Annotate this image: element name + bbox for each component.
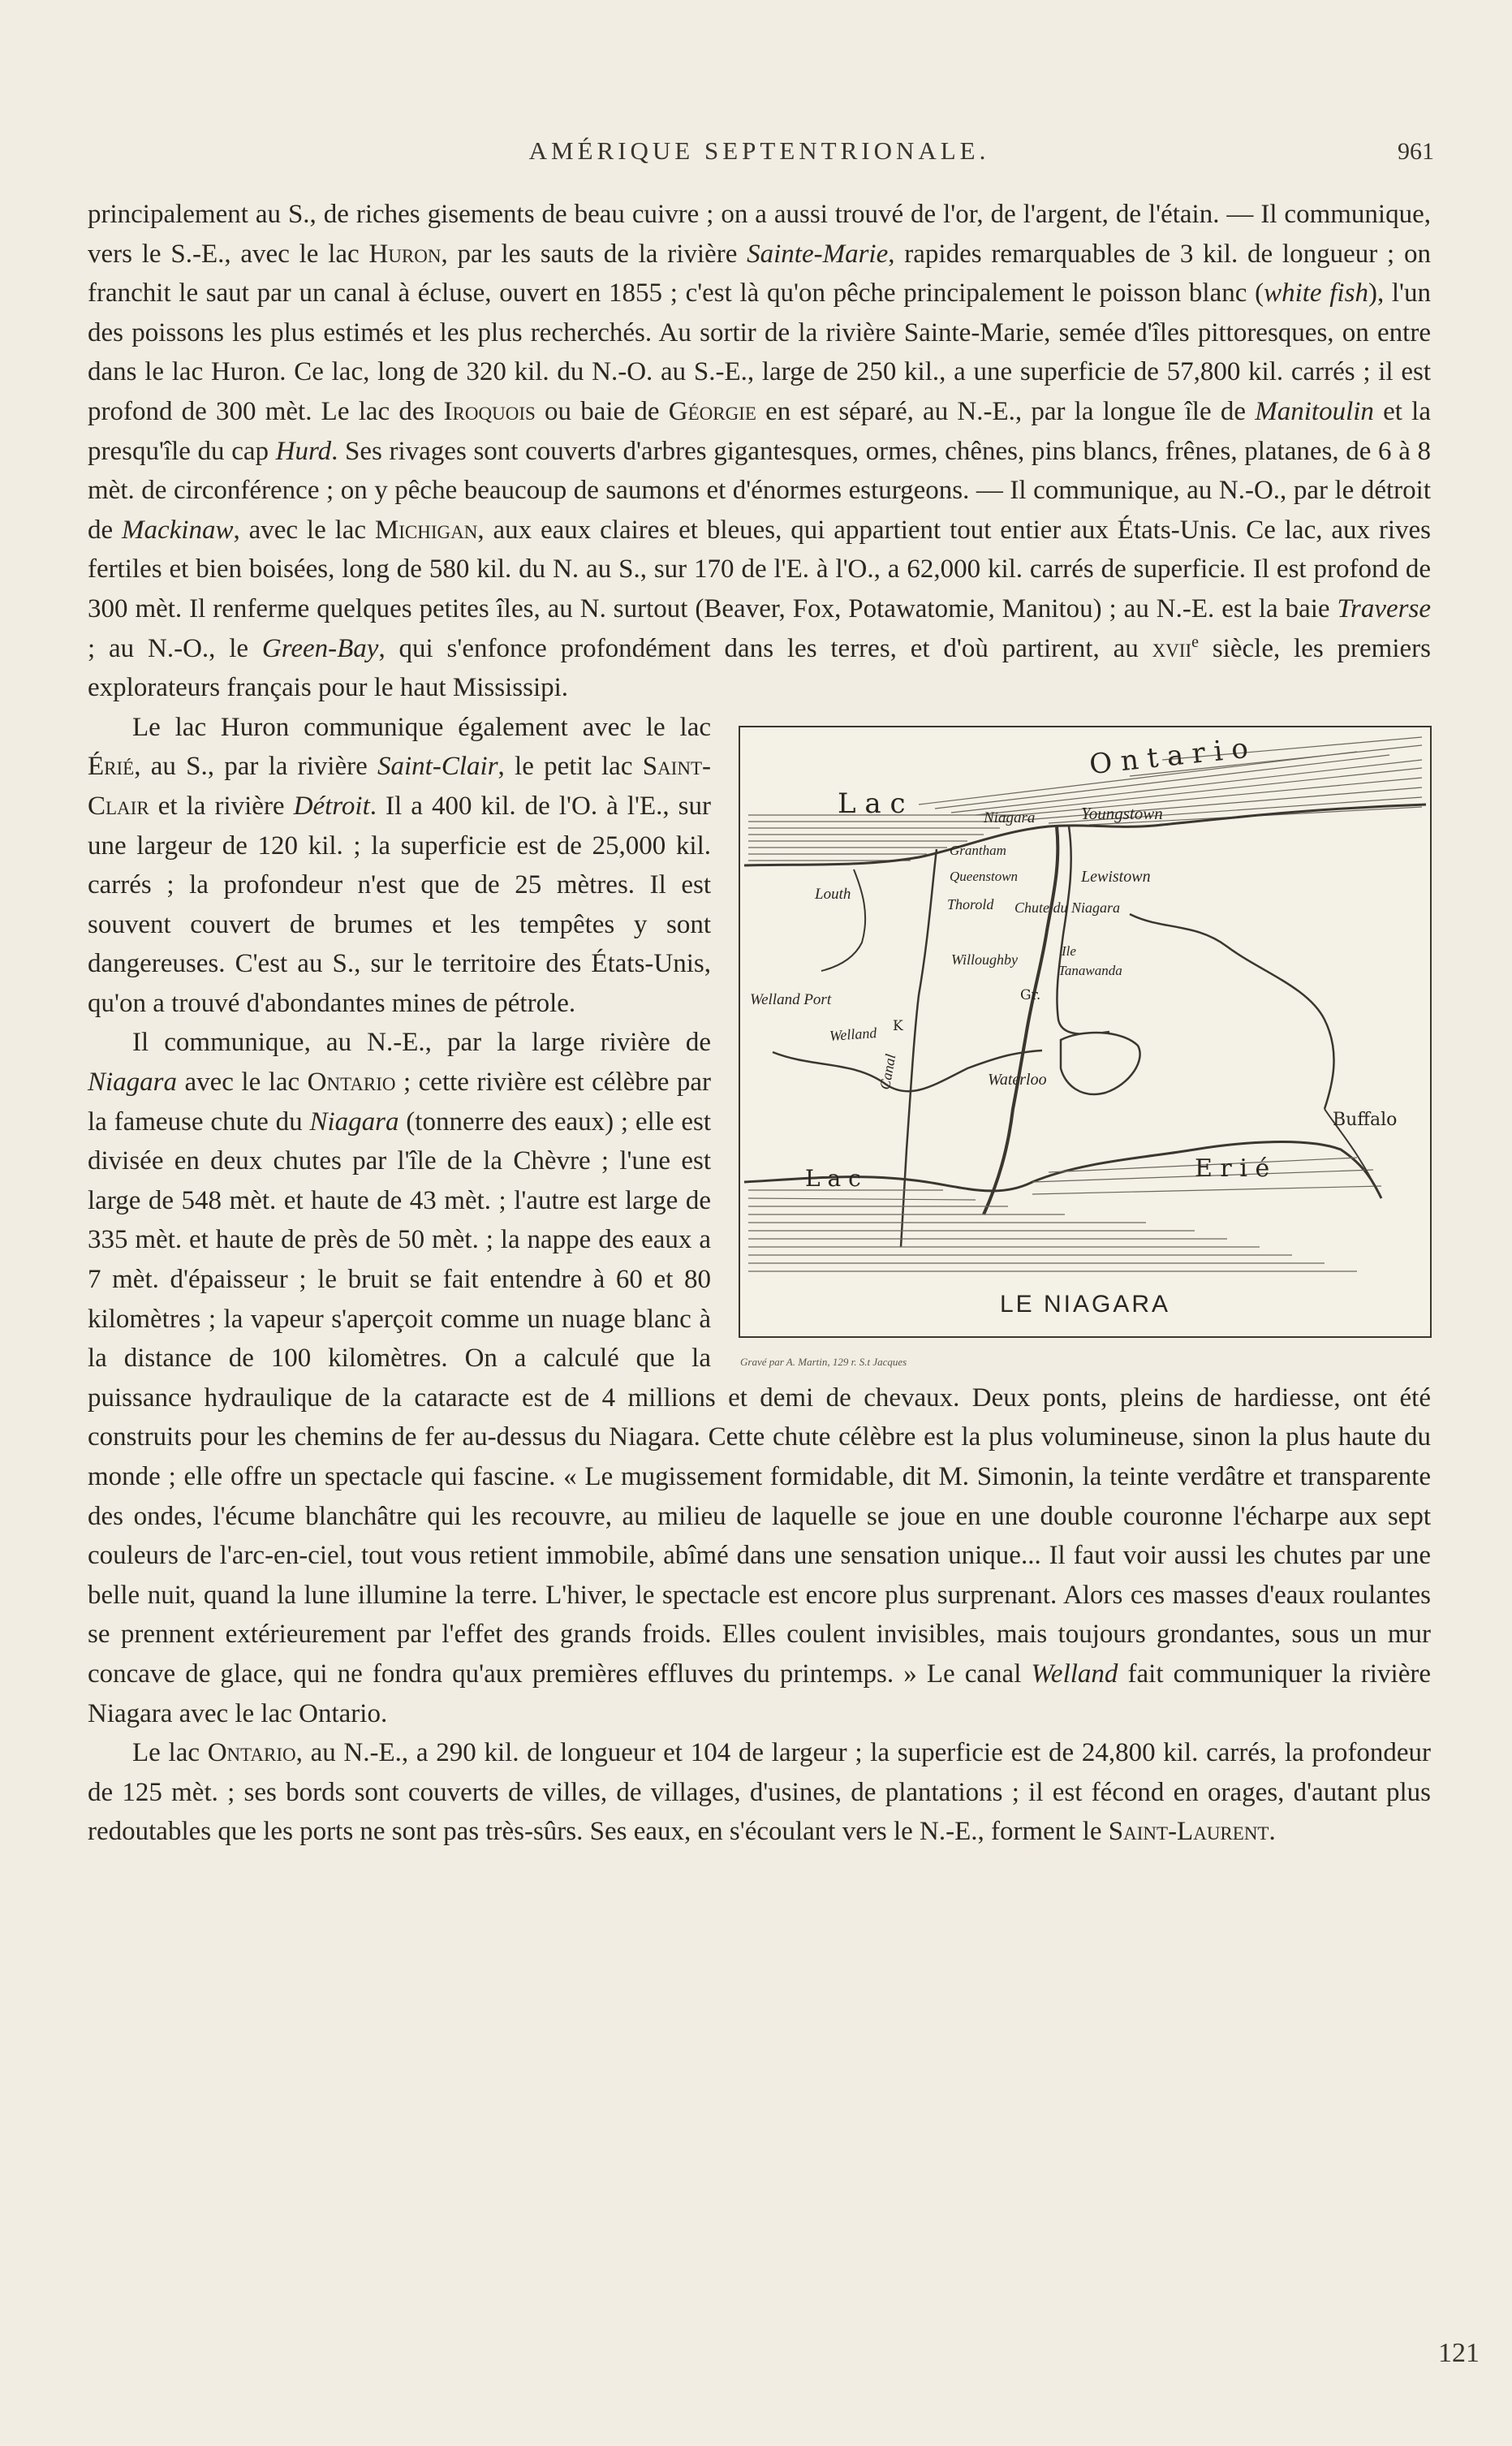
book-page	[88, 0, 1434, 2446]
label-willoughby: Willoughby	[951, 951, 1018, 968]
label-waterloo: Waterloo	[988, 1070, 1047, 1089]
label-grantham: Grantham	[950, 842, 1006, 858]
running-head: AMÉRIQUE SEPTENTRIONALE.	[528, 136, 990, 165]
paragraph-3: Il communique, au N.-E., par la large rivière de Niagara avec le lac Ontario ; cette rivière est célèbre par la fameuse chute du Niagara (tonnerre des eaux) ; elle est divisée en deux chutes par l'île de la Chèvre ; l'une est large de 548 mèt. et haute de 43 mèt. ; l'autre est large de 335 mèt. et haute de près de 50 mèt. ; la nappe des eaux a 7 mèt. d'épaisseur ; le bruit se fait entendre à 60 et 80 kilomètres ; la vapeur s'aperçoit comme un nuage blanc à la distance de 100 kilomètres. On a calculé que la puissance hydraulique de la cataracte est de 4 millions et demi de chevaux. Deux ponts, pleins de hardiesse, ont été construits pour les chemins de fer au-dessus du Niagara. Cette chute célèbre est la plus volumineuse, sinon la plus haute du monde ; elle offre un spectacle qui fascine. « Le mugissement formidable, dit M. Simonin, la teinte verdâtre et transparente des ondes, l'écume blanchâtre qui les recouvre, au milieu de laquelle se joue en une double couronne l'écharpe aux sept couleurs de l'arc-en-ciel, tout vous retient immobile, abîmé dans une sensation unique... Il faut voir aussi les chutes par une belle nuit, quand la lune illumine la terre. L'hiver, le spectacle est encore plus surprenant. Alors ces masses d'eaux roulantes se prennent extérieurement par l'effet des grands froids. Elles coulent invisibles, mais toujours grondantes, sous un mur concave de glace, qui ne fondra qu'aux premières effluves du printemps. » Le canal Welland fait communiquer la rivière Niagara avec le lac Ontario.	[88, 1028, 1432, 1728]
label-canal: Canal	[877, 1052, 899, 1091]
label-louth: Louth	[815, 885, 851, 903]
label-lewistown: Lewistown	[1081, 867, 1151, 886]
signature-mark: 121	[1438, 2338, 1480, 2368]
welland-canal	[901, 849, 937, 1247]
body-text	[88, 195, 1431, 1852]
label-gr: Gr.	[1020, 986, 1041, 1003]
paragraph-2: Le lac Huron communique également avec le lac Érié, au S., par la rivière Saint-Clair, le petit lac Saint-Clair et la rivière Détroit. Il a 400 kil. de l'O. à l'E., sur une largeur de 120 kil. ; la superficie est de 25,000 kil. carrés ; la profondeur n'est que de 25 mètres. Il est souvent couvert de brumes et les tempêtes y sont dangereuses. C'est au S., sur le territoire des États-Unis, qu'on a trouvé d'abondantes mines de pétrole.	[88, 712, 711, 1018]
label-k: K	[893, 1017, 903, 1034]
label-buffalo: Buffalo	[1333, 1109, 1398, 1130]
label-youngstown: Youngstown	[1081, 803, 1163, 823]
label-lac-erie: L a c	[805, 1164, 861, 1192]
niagara-map-figure	[739, 708, 1432, 1368]
page-number: 961	[1398, 138, 1434, 165]
label-ontario: O n t a r i o	[1088, 731, 1250, 781]
map-frame	[739, 726, 1432, 1338]
engraver-credit: Gravé par A. Martin, 129 r. S.t Jacques	[740, 1355, 907, 1368]
label-tanawanda: Tanawanda	[1058, 962, 1122, 978]
label-chute: Chute du Niagara	[1014, 899, 1121, 916]
paragraph-1: principalement au S., de riches gisements de beau cuivre ; on a aussi trouvé de l'or, de l'argent, de l'étain. — Il communique, vers le S.-E., avec le lac Huron, par les sauts de la rivière Sainte-Marie, rapides remarquables de 3 kil. de longueur ; on franchit le saut par un canal à écluse, ouvert en 1855 ; c'est là qu'on pêche principalement le poisson blanc (white fish), l'un des poissons les plus estimés et les plus recherchés. Au sortir de la rivière Sainte-Marie, semée d'îles pittoresques, on entre dans le lac Huron. Ce lac, long de 320 kil. du N.-O. au S.-E., large de 250 kil., a une superficie de 57,800 kil. carrés ; il est profond de 300 mèt. Le lac des Iroquois ou baie de Géorgie en est séparé, au N.-E., par la longue île de Manitoulin et la presqu'île du cap Hurd. Ses rivages sont couverts d'arbres gigantesques, ormes, chênes, pins blancs, frênes, platanes, de 6 à 8 mèt. de circonférence ; on y pêche beaucoup de saumons et d'énormes esturgeons. — Il communique, au N.-O., par le détroit de Mackinaw, avec le lac Michigan, aux eaux claires et bleues, qui appartient tout entier aux États-Unis. Ce lac, aux rives fertiles et bien boisées, long de 580 kil. du N. au S., sur 170 de l'E. à l'O., a 62,000 kil. carrés de superficie. Il est profond de 300 mèt. Il renferme quelques petites îles, au N. surtout (Beaver, Fox, Potawatomie, Manitou) ; au N.-E. est la baie Traverse ; au N.-O., le Green-Bay, qui s'enfonce profondément dans les terres, et d'où partirent, au xvii$^e$ siècle, les premiers explorateurs français pour le haut Mississipi.	[88, 200, 1431, 703]
label-welland: Welland	[829, 1024, 877, 1044]
label-thorold: Thorold	[947, 895, 994, 912]
paragraph-4: Le lac Ontario, au N.-E., a 290 kil. de longueur et 104 de largeur ; la superficie est de 24,800 kil. carrés, la profondeur de 125 mèt. ; ses bords sont couverts de villes, de villages, d'usines, de plantations ; il est fécond en orages, d'autant plus redoutables que les ports ne sont pas très-sûrs. Ses eaux, en s'écoulant vers le N.-E., forment le Saint-Laurent.	[88, 1738, 1431, 1847]
page-header	[88, 136, 1434, 177]
label-ile: Ile	[1062, 943, 1076, 959]
label-welland-port: Welland Port	[750, 990, 832, 1008]
map-caption: LE NIAGARA	[999, 1291, 1171, 1318]
grand-island	[1061, 1033, 1140, 1094]
us-shore	[1130, 914, 1334, 1109]
label-lac-ontario: L a c	[838, 787, 906, 820]
label-erie: E r i é	[1195, 1154, 1270, 1183]
label-queenstown: Queenstown	[950, 868, 1019, 884]
label-niagara-town: Niagara	[984, 809, 1036, 826]
